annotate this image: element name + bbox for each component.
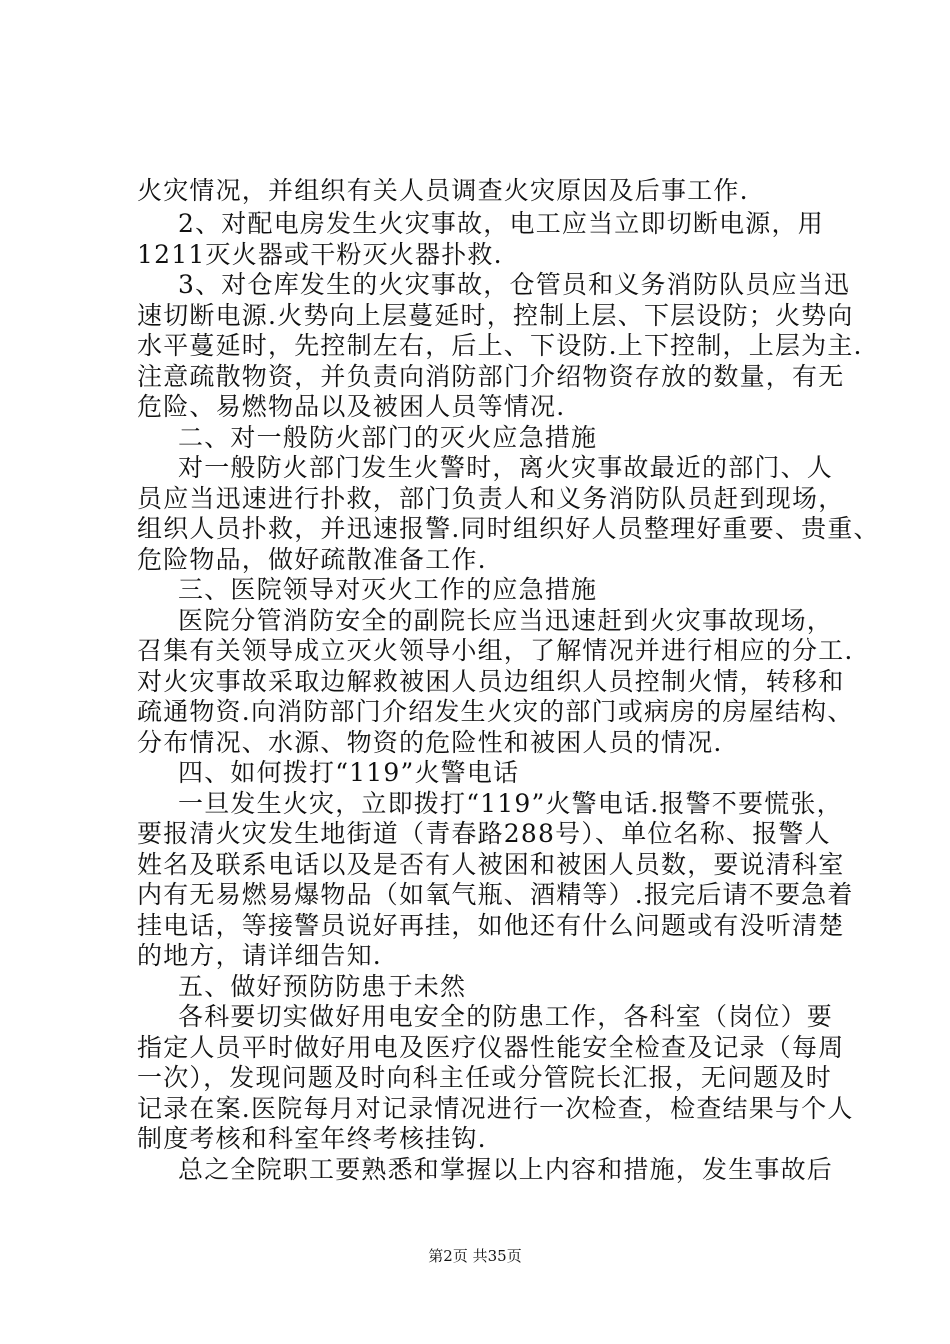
section-heading: 五、做好预防防患于未然 — [178, 972, 467, 1001]
text-line: 疏通物资.向消防部门介绍发生火灾的部门或病房的房屋结构、 — [137, 697, 854, 726]
text-line: 姓名及联系电话以及是否有人被困和被困人员数，要说清科室 — [137, 850, 845, 879]
section-heading: 二、对一般防火部门的灭火应急措施 — [178, 423, 598, 452]
text-line: 指定人员平时做好用电及医疗仪器性能安全检查及记录（每周 — [137, 1033, 845, 1062]
text-line: 员应当迅速进行扑救，部门负责人和义务消防队员赶到现场， — [137, 484, 845, 513]
text-line: 注意疏散物资，并负责向消防部门介绍物资存放的数量，有无 — [137, 362, 845, 391]
text-line: 速切断电源.火势向上层蔓延时，控制上层、下层设防；火势向 — [137, 301, 854, 330]
text-line: 火灾情况，并组织有关人员调查火灾原因及后事工作. — [137, 176, 749, 205]
text-line: 1211灭火器或干粉灭火器扑救. — [137, 240, 503, 269]
text-line: 危险、易燃物品以及被困人员等情况. — [137, 392, 566, 421]
text-line: 医院分管消防安全的副院长应当迅速赶到火灾事故现场， — [178, 606, 834, 635]
text-line: 一次），发现问题及时向科主任或分管院长汇报，无问题及时 — [137, 1063, 832, 1092]
text-line: 内有无易燃易爆物品（如氧气瓶、酒精等）.报完后请不要急着 — [137, 880, 854, 909]
text-line: 对一般防火部门发生火警时，离火灾事故最近的部门、人 — [178, 453, 834, 482]
text-line: 召集有关领导成立灭火领导小组，了解情况并进行相应的分工. — [137, 636, 854, 665]
text-line: 制度考核和科室年终考核挂钩. — [137, 1124, 487, 1153]
text-line: 分布情况、水源、物资的危险性和被困人员的情况. — [137, 728, 723, 757]
text-line: 各科要切实做好用电安全的防患工作，各科室（岗位）要 — [178, 1002, 834, 1031]
text-line: 一旦发生火灾，立即拨打“119”火警电话.报警不要慌张， — [178, 789, 843, 818]
section-heading: 四、如何拨打“119”火警电话 — [178, 758, 520, 787]
text-line: 要报清火灾发生地街道（青春路288号）、单位名称、报警人 — [137, 819, 831, 848]
text-line: 的地方，请详细告知. — [137, 941, 382, 970]
text-line: 挂电话，等接警员说好再挂，如他还有什么问题或有没听清楚 — [137, 911, 845, 940]
section-heading: 三、医院领导对灭火工作的应急措施 — [178, 575, 598, 604]
text-line: 水平蔓延时，先控制左右，后上、下设防.上下控制，上层为主. — [137, 331, 863, 360]
page-number-footer: 第2页 共35页 — [428, 1247, 522, 1265]
text-line: 组织人员扑救，并迅速报警.同时组织好人员整理好重要、贵重、 — [137, 514, 880, 543]
text-line: 总之全院职工要熟悉和掌握以上内容和措施，发生事故后 — [178, 1155, 834, 1184]
text-line: 危险物品，做好疏散准备工作. — [137, 545, 487, 574]
text-line: 对火灾事故采取边解救被困人员边组织人员控制火情，转移和 — [137, 667, 845, 696]
text-line: 记录在案.医院每月对记录情况进行一次检查，检查结果与个人 — [137, 1094, 854, 1123]
text-line: 2、对配电房发生火灾事故，电工应当立即切断电源，用 — [178, 209, 824, 238]
text-line: 3、对仓库发生的火灾事故，仓管员和义务消防队员应当迅 — [178, 270, 851, 299]
